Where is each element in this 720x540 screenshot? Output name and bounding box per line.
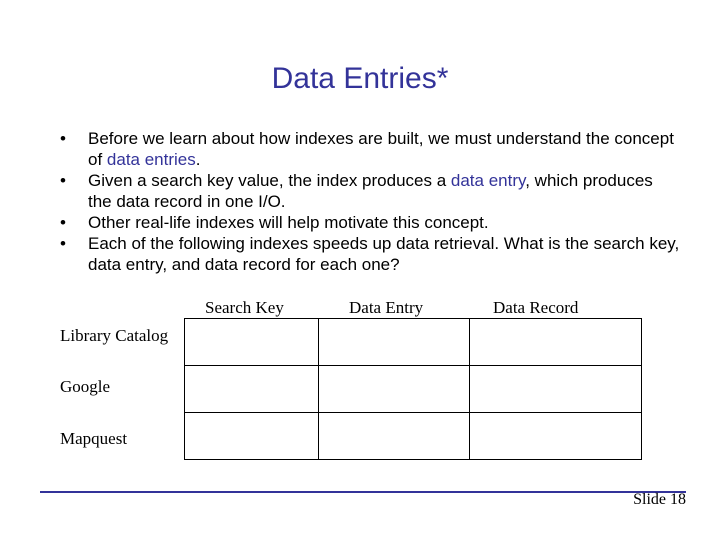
bullet-item — [60, 233, 680, 275]
bullet-text-end: . — [195, 150, 201, 169]
bullet-text: Each of the following indexes speeds up data retrieval. What is the search key, data entry, and data record for each one? — [88, 234, 680, 274]
grid-cell — [185, 413, 319, 460]
grid-cell — [185, 366, 319, 413]
bullet-dot-icon: • — [60, 129, 66, 148]
column-header-data-record: Data Record — [493, 298, 579, 317]
grid-cell — [319, 319, 470, 366]
table-row — [185, 319, 642, 366]
bullet-item — [60, 212, 680, 233]
bullet-dot-icon: • — [60, 234, 66, 253]
highlight-term: data entries — [106, 150, 196, 169]
slide-title: Data Entries* — [271, 62, 449, 95]
bullet-dot-icon: • — [60, 171, 66, 190]
grid-cell — [470, 319, 642, 366]
bullet-list — [60, 128, 680, 275]
slide-number: Slide 18 — [633, 491, 686, 508]
column-header-data-entry: Data Entry — [349, 298, 424, 317]
column-header-search-key: Search Key — [205, 298, 284, 317]
grid-cell — [319, 413, 470, 460]
highlight-term: data entry — [450, 171, 526, 190]
table-row — [185, 413, 642, 460]
table-row — [185, 366, 642, 413]
bullet-dot-icon: • — [60, 213, 66, 232]
row-label-library-catalog: Library Catalog — [60, 326, 169, 345]
grid-cell — [470, 413, 642, 460]
bullet-text: Other real-life indexes will help motivate this concept. — [88, 213, 489, 232]
footer-rule — [40, 491, 686, 493]
bullet-text: Before we learn about how indexes are built, we must understand the concept of — [88, 129, 674, 169]
bullet-text-end: , which produces the data record in one I/O. — [88, 171, 653, 211]
bullet-item — [60, 128, 680, 170]
row-label-mapquest: Mapquest — [60, 429, 128, 448]
grid-cell — [319, 366, 470, 413]
bullet-text: Given a search key value, the index produces a — [88, 171, 451, 190]
answer-grid — [184, 318, 642, 460]
grid-cell — [470, 366, 642, 413]
bullet-item — [60, 170, 680, 212]
row-label-google: Google — [60, 377, 111, 396]
grid-cell — [185, 319, 319, 366]
